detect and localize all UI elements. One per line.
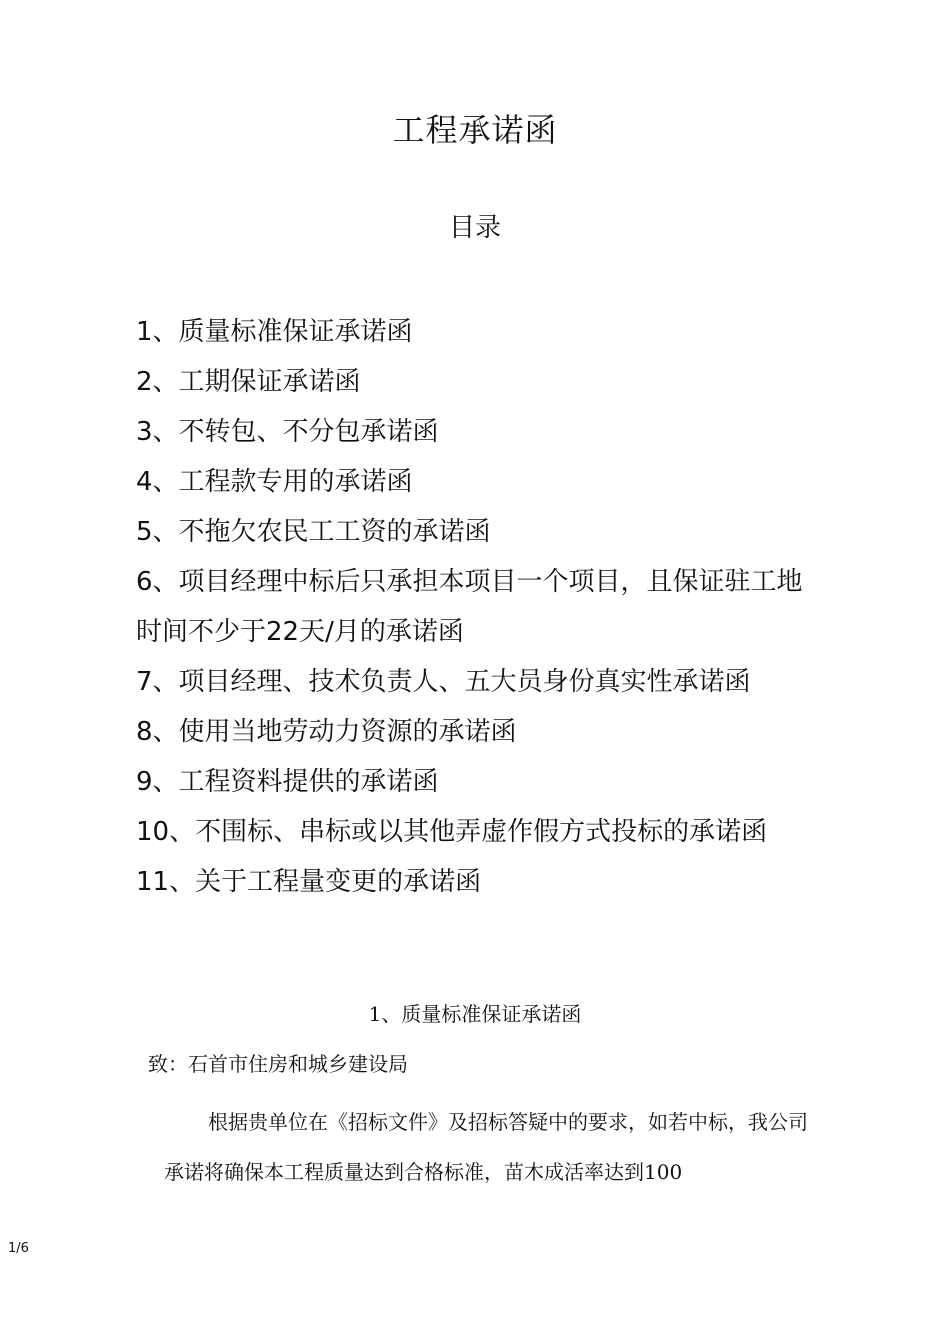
toc-item: 11、关于工程量变更的承诺函 xyxy=(136,867,482,897)
page-number: 1/6 xyxy=(8,1241,29,1256)
toc-item: 10、不围标、串标或以其他弄虚作假方式投标的承诺函 xyxy=(136,817,768,847)
toc-item: 7、项目经理、技术负责人、五大员身份真实性承诺函 xyxy=(136,667,751,697)
toc-item: 9、工程资料提供的承诺函 xyxy=(136,767,439,797)
toc-item: 6、项目经理中标后只承担本项目一个项目，且保证驻工地时间不少于22天/月的承诺函 xyxy=(136,567,803,647)
toc-item: 1、质量标准保证承诺函 xyxy=(136,317,413,347)
toc-heading: 目录 xyxy=(448,213,501,243)
body-paragraph: 根据贵单位在《招标文件》及招标答疑中的要求，如若中标，我公司承诺将确保本工程质量达到合格标准，苗木成活率达到100 xyxy=(164,1110,808,1184)
toc-item: 4、工程款专用的承诺函 xyxy=(136,467,413,497)
document-title: 工程承诺函 xyxy=(392,111,558,149)
addressee-line: 致：石首市住房和城乡建设局 xyxy=(148,1052,408,1076)
toc-item: 8、使用当地劳动力资源的承诺函 xyxy=(136,717,517,747)
section-title: 1、质量标准保证承诺函 xyxy=(368,1002,582,1026)
table-of-contents xyxy=(136,307,826,907)
toc-item: 2、工期保证承诺函 xyxy=(136,367,361,397)
toc-item: 3、不转包、不分包承诺函 xyxy=(136,417,439,447)
toc-item: 5、不拖欠农民工工资的承诺函 xyxy=(136,517,491,547)
